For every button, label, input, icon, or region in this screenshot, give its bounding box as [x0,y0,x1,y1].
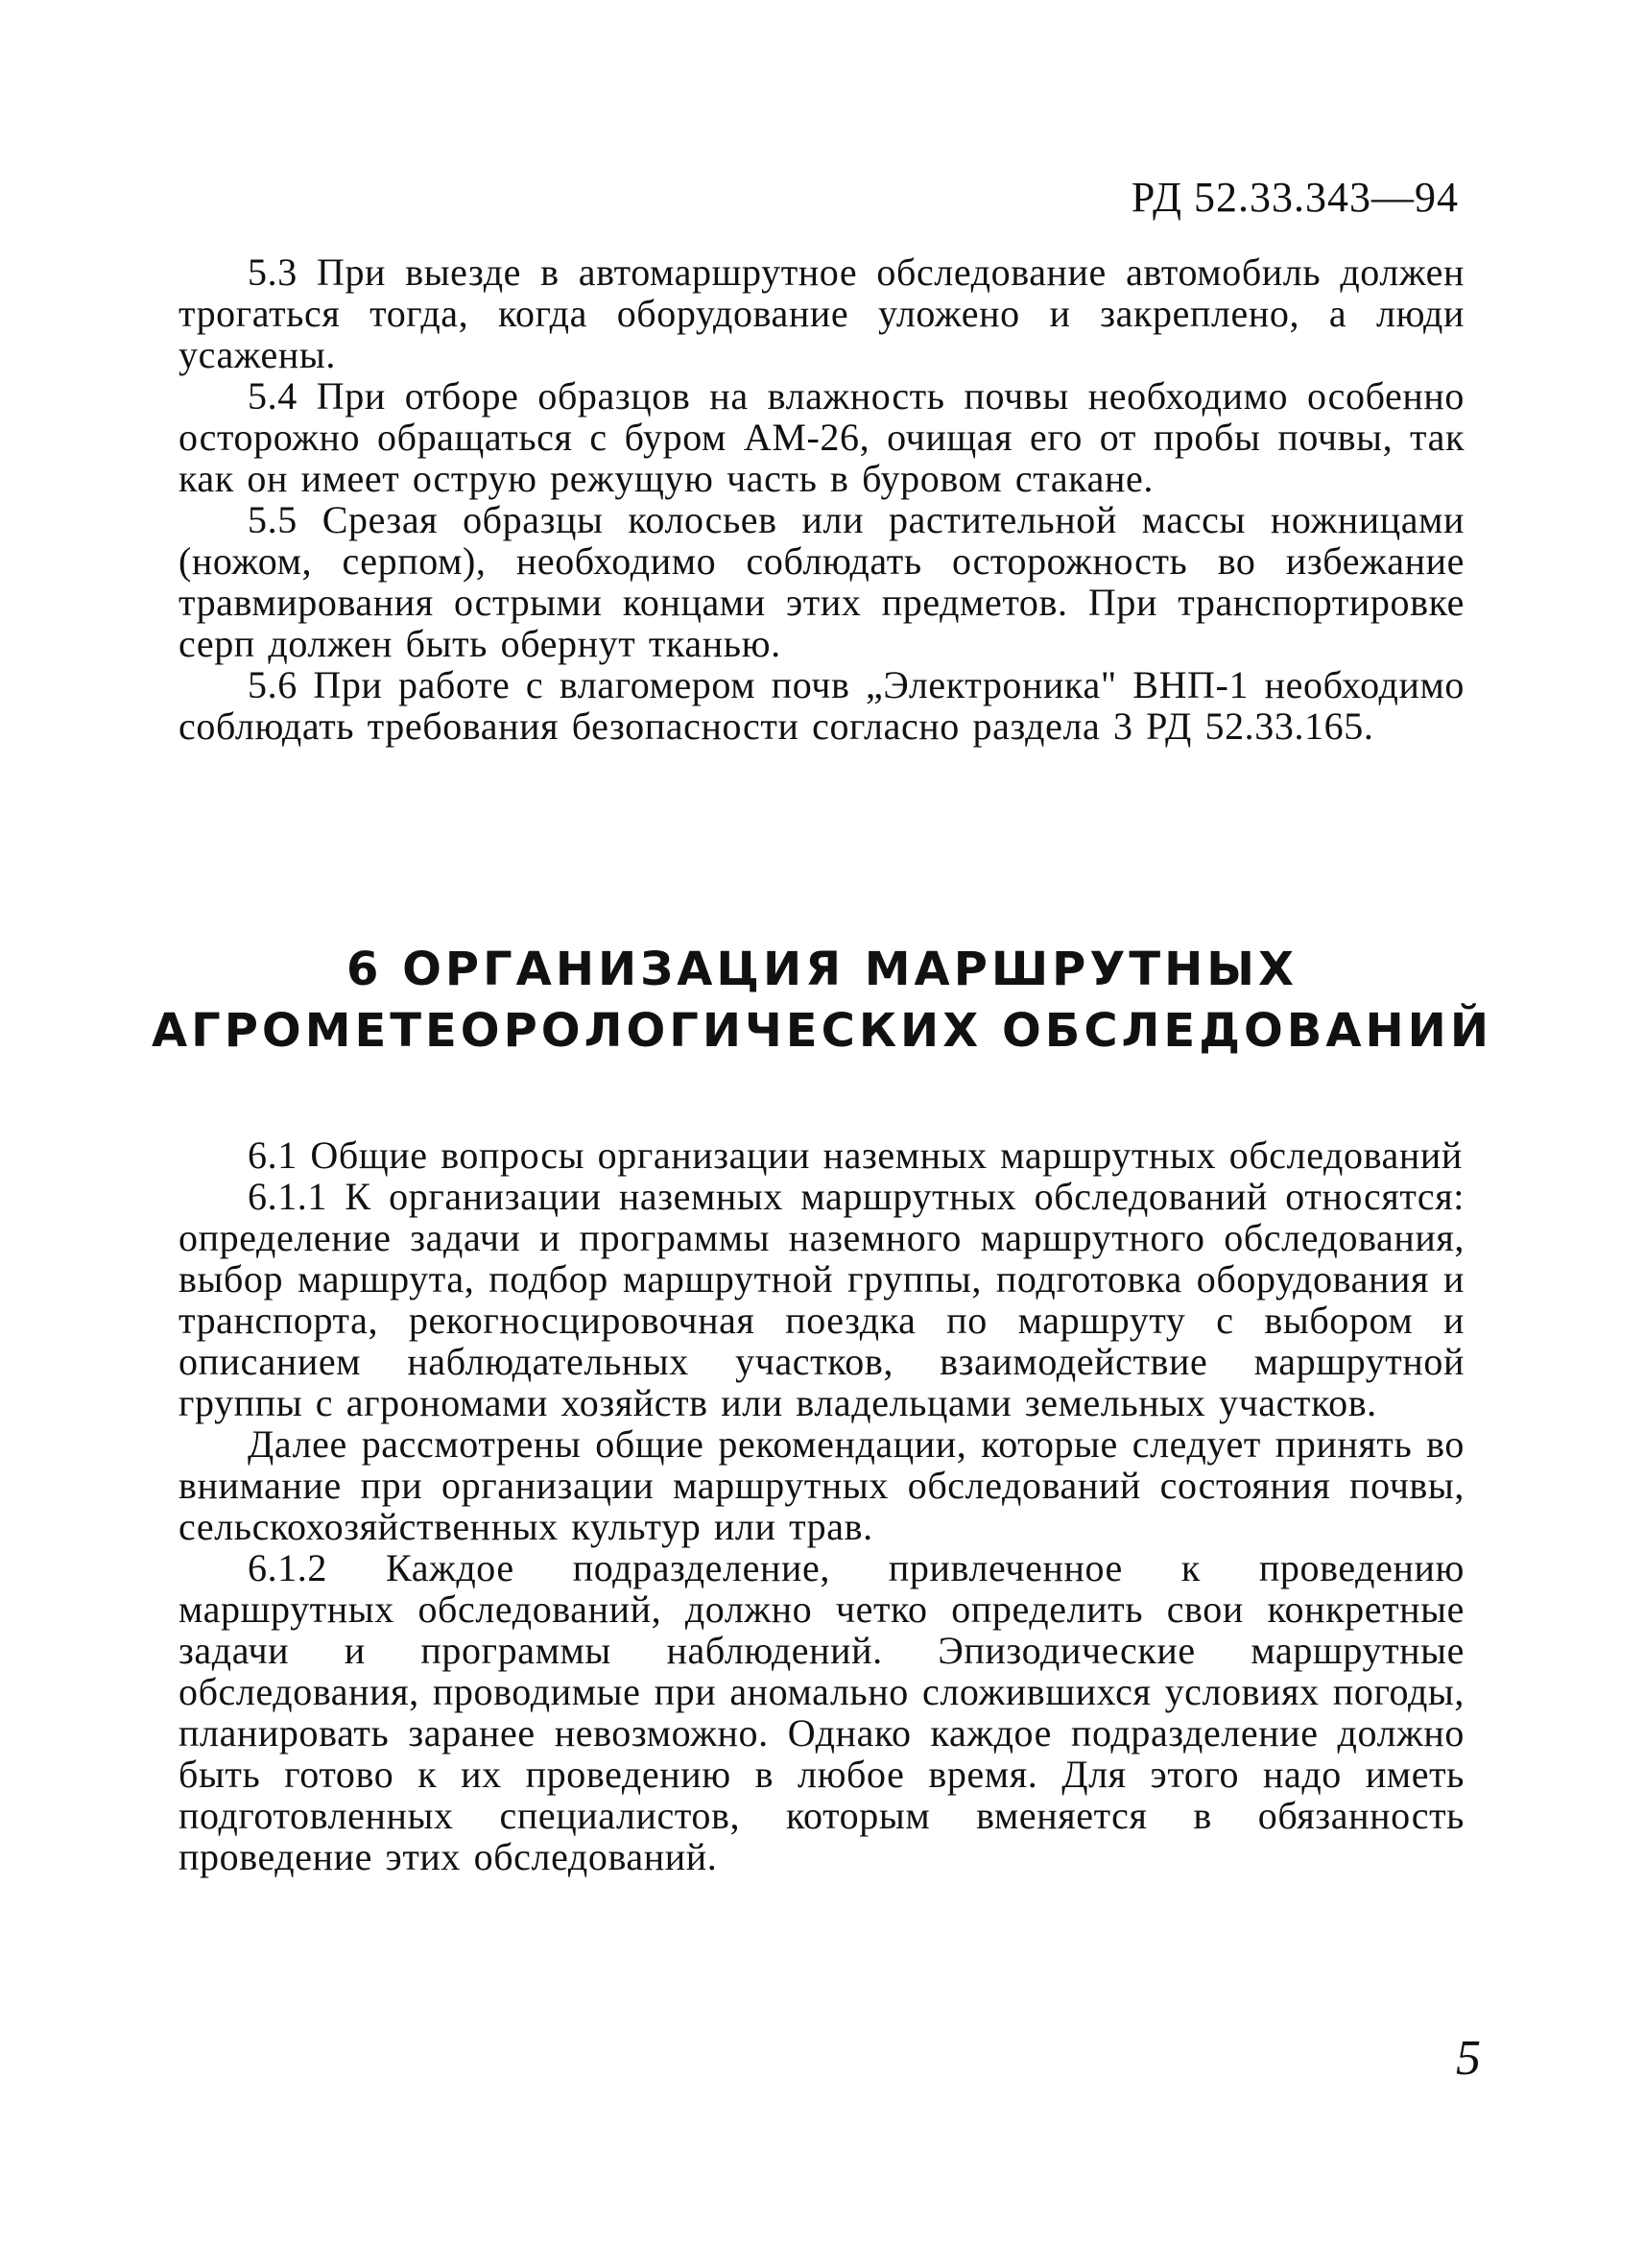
section-6-block [179,1134,1465,1877]
section-5-block [179,251,1465,747]
paragraph-further: Далее рассмотрены общие рекомендации, которые следует принять во внимание при организации маршрутных обследований состояния почвы, сельскохозяйственных культур или трав. [179,1422,1465,1548]
section-6-heading [144,939,1500,1062]
document-code: РД 52.33.343—94 [1131,174,1459,221]
page-number: 5 [1456,2031,1481,2086]
paragraph-6-1: 6.1 Общие вопросы организации наземных маршрутных обследований [248,1134,1463,1177]
paragraph-5-6: 5.6 При работе с влагомером почв „Электроника" ВНП-1 необходимо соблюдать требования безопасности согласно раздела 3 РД 52.33.165. [179,663,1465,748]
paragraph-5-4: 5.4 При отборе образцов на влажность почвы необходимо особенно осторожно обращаться с буром АМ-26, очищая его от пробы почвы, так как он имеет острую режущую часть в буровом стакане. [179,374,1465,500]
heading-line-2: АГРОМЕТЕОРОЛОГИЧЕСКИХ ОБСЛЕДОВАНИЙ [151,1004,1493,1058]
paragraph-5-5: 5.5 Срезая образцы колосьев или растительной массы ножницами (ножом, серпом), необходимо соблюдать осторожность во избежание травмирования острыми концами этих предметов. При транспортировке серп должен быть обернут тканью. [179,498,1465,665]
paragraph-5-3: 5.3 При выезде в автомаршрутное обследование автомобиль должен трогаться тогда, когда оборудование уложено и закреплено, а люди усажены. [179,251,1465,376]
paragraph-6-1-1: 6.1.1 К организации наземных маршрутных обследований относятся: определение задачи и программы наземного маршрутного обследования, выбор маршрута, подбор маршрутной группы, подготовка оборудования и транспорта, рекогносцировочная поездка по маршруту с выбором и описанием наблюдательных участков, взаимодействие маршрутной группы с агрономами хозяйств или владельцами земельных участков. [179,1175,1465,1424]
heading-line-1: 6 ОРГАНИЗАЦИЯ МАРШРУТНЫХ [345,943,1299,996]
paragraph-6-1-2: 6.1.2 Каждое подразделение, привлеченное к проведению маршрутных обследований, должно четко определить свои конкретные задачи и программы наблюдений. Эпизодические маршрутные обследования, проводимые при аномально сложившихся условиях погоды, планировать заранее невозможно. Однако каждое подразделение должно быть готово к их проведению в любое время. Для этого надо иметь подготовленных специалистов, которым вменяется в обязанность проведение этих обследований. [179,1546,1465,1878]
